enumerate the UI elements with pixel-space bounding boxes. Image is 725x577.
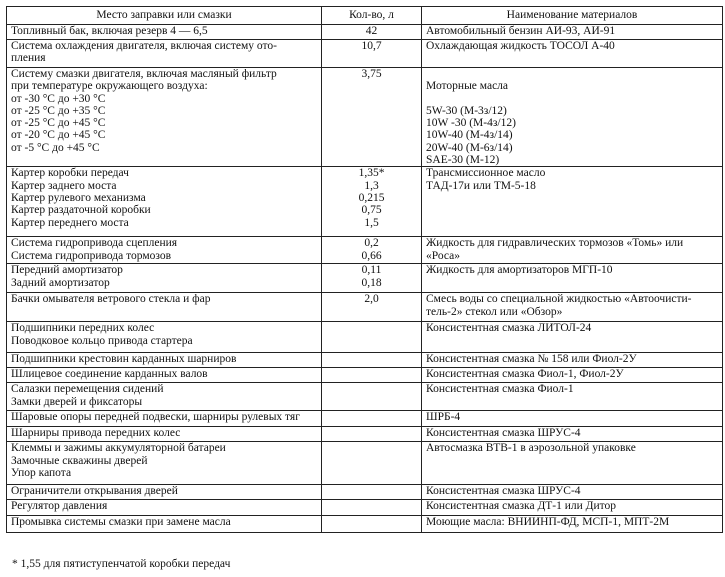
material-cell [422, 40, 723, 68]
qty-cell [322, 322, 422, 353]
material-line: Консистентная смазка ШРУС-4 [426, 485, 581, 498]
table-row [7, 411, 723, 427]
qty-line [326, 368, 417, 380]
material-cell [422, 293, 723, 322]
place-line: при температуре окружающего воздуха: [11, 80, 208, 93]
material-cell [422, 485, 723, 500]
header-place: Место заправки или смазки [7, 7, 322, 25]
qty-cell [322, 167, 422, 237]
qty-line: 10,7 [361, 40, 382, 52]
material-cell [422, 322, 723, 353]
place-cell [7, 68, 322, 167]
material-line: Автосмазка ВТВ-1 в аэрозольной упаковке [426, 442, 636, 455]
material-line: «Роса» [426, 249, 460, 262]
qty-line: 3,75 [361, 68, 382, 80]
material-line: 10W-40 (М-4з/14) [426, 129, 513, 142]
place-line: от -25 °С до +35 °С [11, 104, 106, 117]
place-line: от -20 °С до +45 °С [11, 129, 106, 142]
material-line: ШРБ-4 [426, 411, 461, 424]
material-line: Смесь воды со специальной жидкостью «Автоочисти- [426, 293, 692, 306]
place-cell [7, 427, 322, 442]
place-line: от -5 °С до +45 °С [11, 141, 100, 154]
table-row [7, 485, 723, 500]
qty-line: 0,2 [364, 237, 379, 250]
material-line: Консистентная смазка ДТ-1 или Дитор [426, 500, 617, 513]
table-header-row [7, 7, 723, 25]
place-line: Задний амортизатор [11, 276, 110, 289]
place-line: Картер переднего моста [11, 216, 129, 229]
header-material: Наименование материалов [422, 7, 723, 25]
header-qty: Кол-во, л [322, 7, 422, 25]
table-row [7, 167, 723, 237]
qty-cell [322, 368, 422, 383]
table-row [7, 442, 723, 485]
place-cell [7, 25, 322, 40]
qty-cell [322, 485, 422, 500]
place-line: Замочные скважины дверей [11, 454, 148, 467]
place-cell [7, 368, 322, 383]
place-line: Поводковое кольцо привода стартера [11, 334, 193, 347]
material-line: 20W-40 (М-6з/14) [426, 141, 513, 154]
place-line: пления [11, 52, 46, 65]
place-cell [7, 237, 322, 264]
qty-cell [322, 383, 422, 411]
place-line: Замки дверей и фиксаторы [11, 395, 143, 408]
place-line: Клеммы и зажимы аккумуляторной батареи [11, 442, 226, 455]
material-line: Трансмиссионное масло [426, 167, 546, 180]
place-line: Салазки перемещения сидений [11, 383, 164, 396]
place-line: Систему смазки двигателя, включая масляный фильтр [11, 68, 277, 80]
place-line: Регулятор давления [11, 500, 108, 513]
material-line: Моющие масла: ВНИИНП-ФД, МСП-1, МПТ-2М [426, 516, 670, 529]
place-cell [7, 264, 322, 293]
place-line: Ограничители открывания дверей [11, 485, 178, 498]
place-line: Картер заднего моста [11, 179, 117, 192]
place-cell [7, 353, 322, 368]
material-line: Консистентная смазка Фиол-1 [426, 383, 574, 396]
qty-line: 0,75 [361, 204, 382, 217]
place-cell [7, 322, 322, 353]
footnote: * 1,55 для пятиступенчатой коробки передач [12, 558, 231, 570]
material-cell [422, 167, 723, 237]
qty-line [326, 411, 417, 423]
place-cell [7, 167, 322, 237]
material-cell [422, 516, 723, 533]
place-line: Промывка системы смазки при замене масла [11, 516, 231, 529]
qty-line: 1,3 [364, 179, 379, 192]
place-cell [7, 500, 322, 516]
material-cell [422, 383, 723, 411]
material-line: тель-2» стекол или «Обзор» [426, 305, 563, 318]
table-row [7, 25, 723, 40]
place-line: Подшипники крестовин карданных шарниров [11, 353, 237, 366]
lubrication-table [6, 6, 723, 533]
material-cell [422, 442, 723, 485]
qty-line [326, 516, 417, 528]
place-line: Упор капота [11, 466, 72, 479]
qty-cell [322, 293, 422, 322]
place-line: Картер рулевого механизма [11, 191, 146, 204]
qty-line: 42 [365, 25, 378, 37]
table-row [7, 40, 723, 68]
place-line: Топливный бак, включая резерв 4 — 6,5 [11, 25, 208, 37]
material-cell [422, 368, 723, 383]
place-line: Картер раздаточной коробки [11, 204, 151, 217]
qty-cell [322, 68, 422, 167]
qty-line [326, 427, 417, 439]
qty-line: 0,215 [358, 191, 385, 204]
material-line: Охлаждающая жидкость ТОСОЛ А-40 [426, 40, 615, 52]
material-line: Жидкость для гидравлических тормозов «Томь» или [426, 237, 684, 250]
table-row [7, 383, 723, 411]
material-cell [422, 237, 723, 264]
place-cell [7, 442, 322, 485]
material-cell [422, 264, 723, 293]
qty-line: 1,5 [364, 216, 379, 229]
table-row [7, 368, 723, 383]
place-line: от -25 °С до +45 °С [11, 117, 106, 130]
place-line: Шлицевое соединение карданных валов [11, 368, 208, 381]
material-line [426, 68, 718, 80]
material-line: Консистентная смазка ЛИТОЛ-24 [426, 322, 592, 335]
place-line: Подшипники передних колес [11, 322, 155, 335]
material-line: 10W -30 (М-4з/12) [426, 117, 516, 130]
table-row [7, 353, 723, 368]
table-row [7, 427, 723, 442]
qty-cell [322, 516, 422, 533]
place-cell [7, 293, 322, 322]
qty-line [326, 353, 417, 365]
material-line: Консистентная смазка № 158 или Фиол-2У [426, 353, 637, 366]
place-line: Шаровые опоры передней подвески, шарниры рулевых тяг [11, 411, 300, 424]
material-cell [422, 427, 723, 442]
place-cell [7, 411, 322, 427]
material-cell [422, 411, 723, 427]
place-line: Картер коробки передач [11, 167, 129, 180]
place-line: Система охлаждения двигателя, включая систему ото- [11, 40, 277, 52]
material-line: SAE-30 (М-12) [426, 154, 500, 167]
table-row [7, 237, 723, 264]
material-cell [422, 500, 723, 516]
place-cell [7, 516, 322, 533]
material-cell [422, 353, 723, 368]
qty-line [326, 322, 417, 334]
qty-line: 0,11 [361, 264, 382, 277]
place-line: Система гидропривода тормозов [11, 249, 172, 262]
qty-line [326, 500, 417, 512]
table-row [7, 516, 723, 533]
material-line: Жидкость для амортизаторов МГП-10 [426, 264, 613, 277]
material-line: Консистентная смазка ШРУС-4 [426, 427, 581, 440]
qty-cell [322, 427, 422, 442]
material-line: Моторные масла [426, 80, 509, 93]
qty-cell [322, 353, 422, 368]
material-line: Автомобильный бензин АИ-93, АИ-91 [426, 25, 616, 37]
qty-line [326, 442, 417, 454]
qty-line: 1,35* [358, 167, 385, 180]
place-cell [7, 40, 322, 68]
table-row [7, 68, 723, 167]
qty-line [326, 383, 417, 395]
qty-cell [322, 500, 422, 516]
table-row [7, 264, 723, 293]
qty-line [326, 485, 417, 497]
place-line: Шарниры привода передних колес [11, 427, 181, 440]
table-row [7, 293, 723, 322]
table-row [7, 322, 723, 353]
qty-line: 0,66 [361, 249, 382, 262]
qty-line: 0,18 [361, 276, 382, 289]
qty-cell [322, 411, 422, 427]
table-body [7, 25, 723, 533]
material-line: 5W-30 (М-3з/12) [426, 104, 507, 117]
place-line: от -30 °С до +30 °С [11, 92, 106, 105]
place-line: Бачки омывателя ветрового стекла и фар [11, 293, 211, 306]
qty-cell [322, 442, 422, 485]
material-cell [422, 25, 723, 40]
table-row [7, 500, 723, 516]
material-line: ТАД-17и или ТМ-5-18 [426, 179, 536, 192]
place-line: Передний амортизатор [11, 264, 123, 277]
qty-cell [322, 264, 422, 293]
qty-cell [322, 25, 422, 40]
material-line: Консистентная смазка Фиол-1, Фиол-2У [426, 368, 624, 381]
qty-cell [322, 237, 422, 264]
qty-cell [322, 40, 422, 68]
material-line [426, 93, 718, 105]
place-cell [7, 383, 322, 411]
qty-line: 2,0 [364, 293, 379, 306]
place-line: Система гидропривода сцепления [11, 237, 178, 250]
material-cell [422, 68, 723, 167]
place-cell [7, 485, 322, 500]
